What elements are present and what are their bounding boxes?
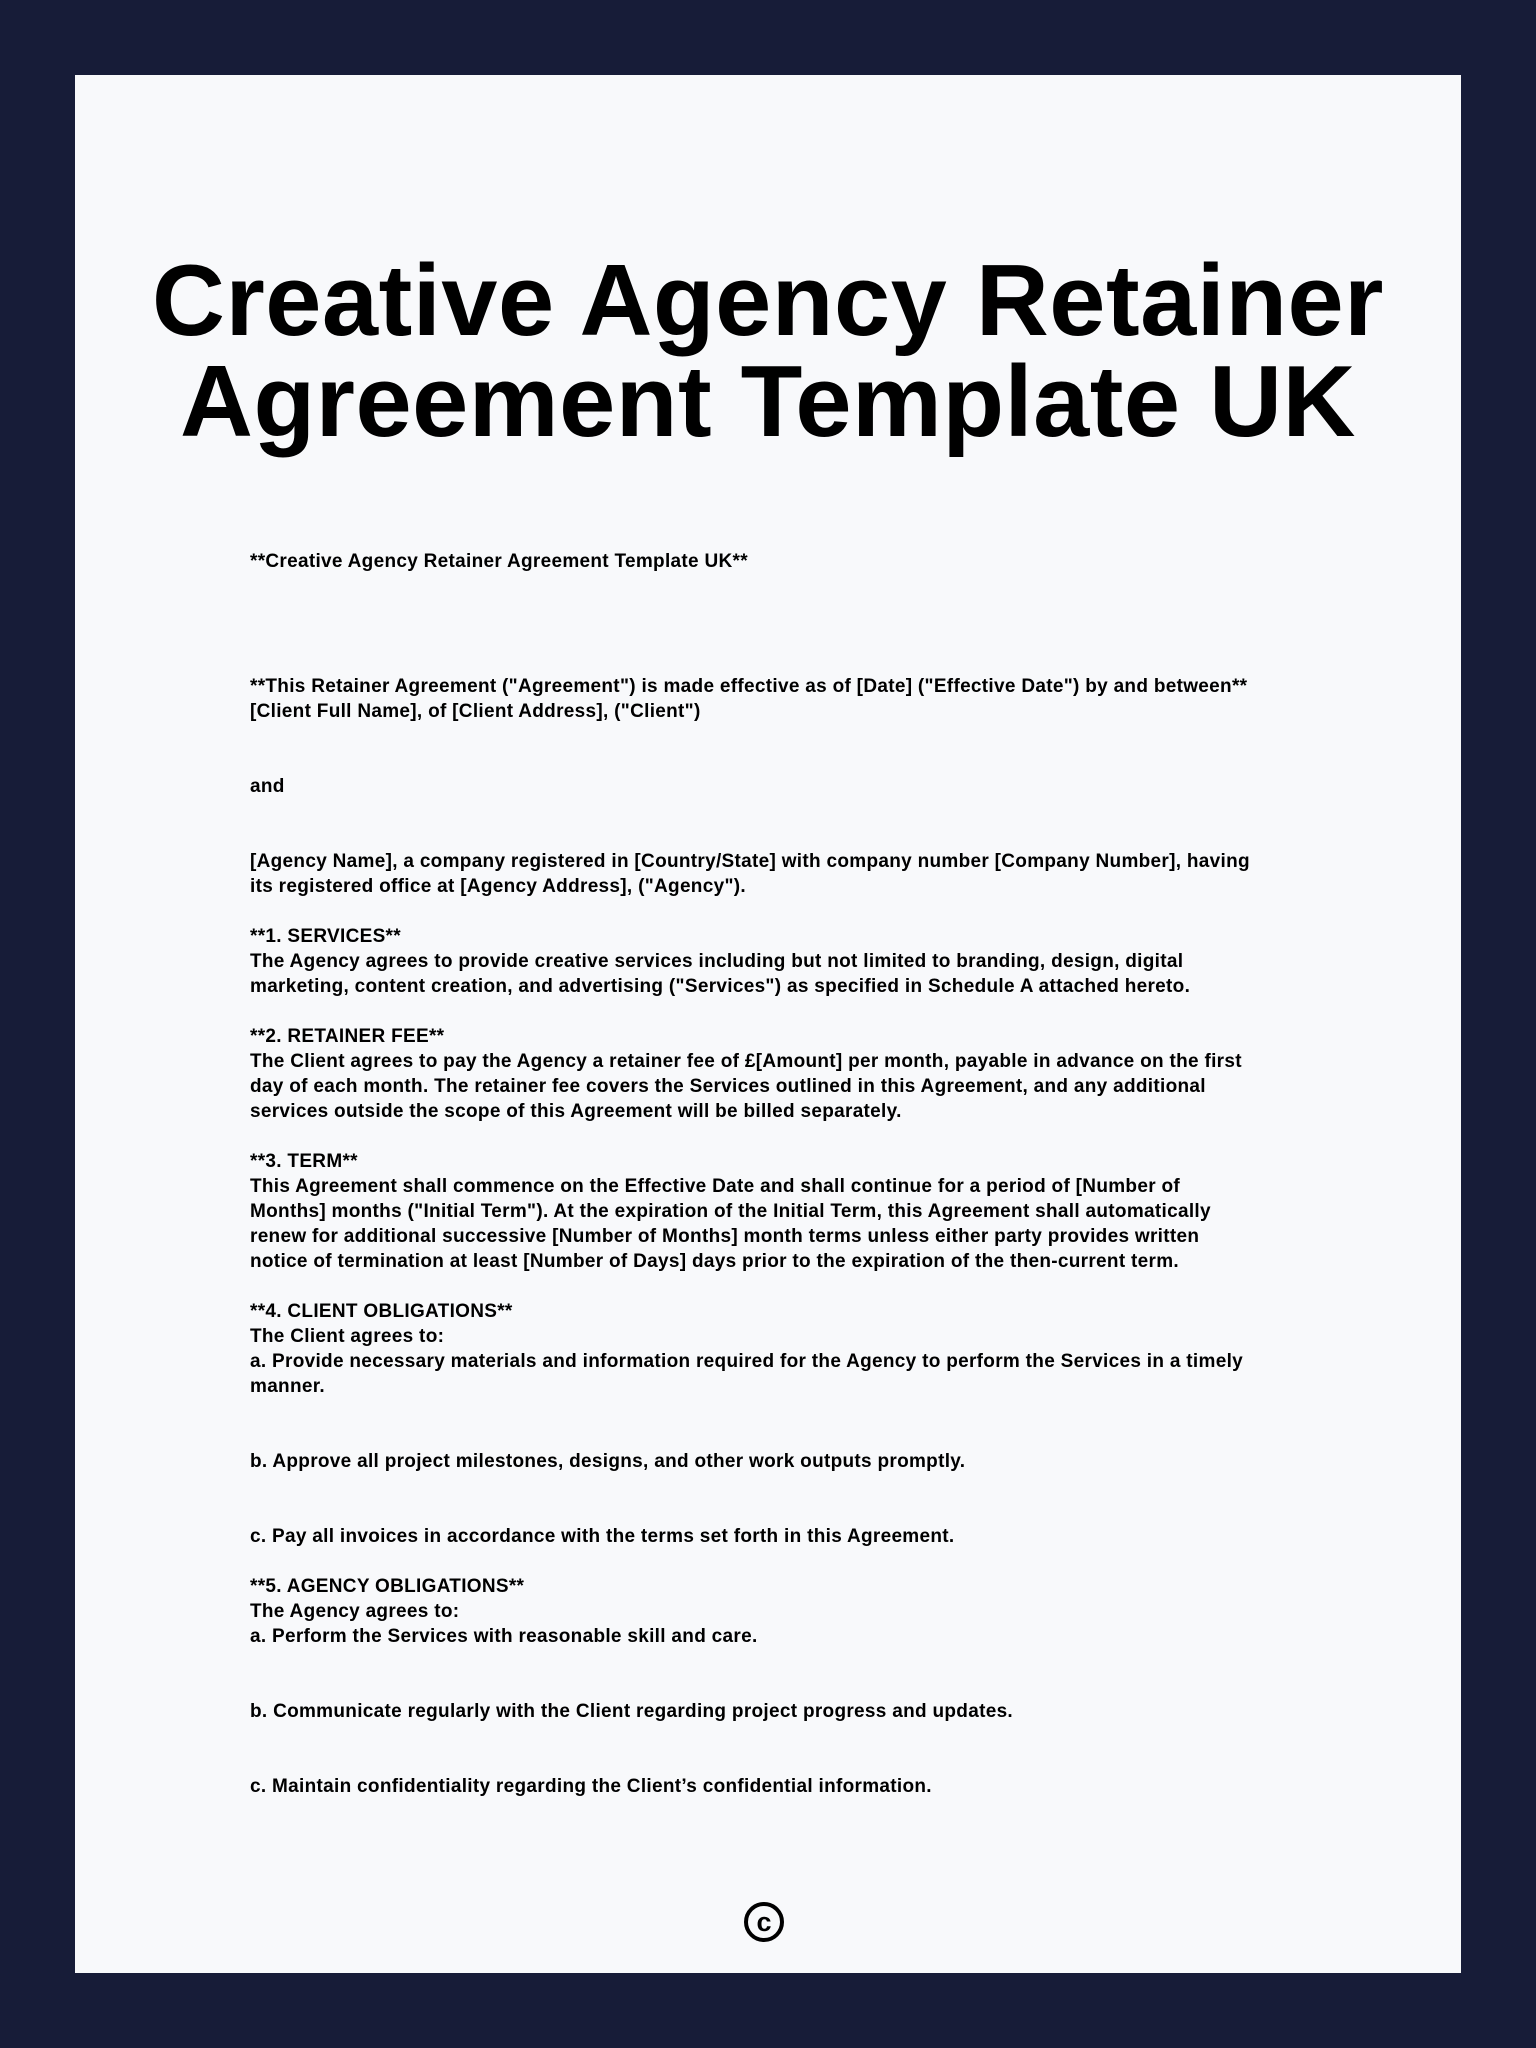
list-item: b. Communicate regularly with the Client regarding project progress and updates. xyxy=(250,1701,1014,1722)
section-heading: **3. TERM** xyxy=(250,1151,358,1172)
intro-paragraph xyxy=(250,674,1310,724)
section-heading: **2. RETAINER FEE** xyxy=(250,1026,445,1047)
section-term xyxy=(250,1149,1310,1274)
agency-paragraph xyxy=(250,849,1310,899)
list-item: c. Maintain confidentiality regarding the Client’s confidential information. xyxy=(250,1776,932,1797)
section-line: renew for additional successive [Number of Months] month terms unless either party provides written xyxy=(250,1226,1200,1247)
document-title-line-1: Creative Agency Retainer xyxy=(152,245,1384,357)
section-line: Months] months ("Initial Term"). At the expiration of the Initial Term, this Agreement shall automatically xyxy=(250,1201,1211,1222)
intro-line: [Client Full Name], of [Client Address], ("Client") xyxy=(250,701,701,722)
section-services xyxy=(250,924,1310,999)
section-line: notice of termination at least [Number of Days] days prior to the expiration of the then-current term. xyxy=(250,1251,1179,1272)
section-line: The Client agrees to: xyxy=(250,1326,445,1347)
agency-line: its registered office at [Agency Address], ("Agency"). xyxy=(250,876,746,897)
section-client-obligations xyxy=(250,1299,1310,1399)
section-heading: **4. CLIENT OBLIGATIONS** xyxy=(250,1301,513,1322)
document-title xyxy=(75,245,1461,458)
document-page xyxy=(75,75,1461,1973)
list-item: c. Pay all invoices in accordance with the terms set forth in this Agreement. xyxy=(250,1526,955,1547)
section-line: day of each month. The retainer fee covers the Services outlined in this Agreement, and any additional xyxy=(250,1076,1206,1097)
section-line: services outside the scope of this Agreement will be billed separately. xyxy=(250,1101,902,1122)
list-item: a. Perform the Services with reasonable skill and care. xyxy=(250,1626,758,1647)
agreement-heading: **Creative Agency Retainer Agreement Template UK** xyxy=(250,551,748,572)
section-heading: **5. AGENCY OBLIGATIONS** xyxy=(250,1576,525,1597)
list-item: a. Provide necessary materials and information required for the Agency to perform the Services in a timely xyxy=(250,1351,1244,1372)
copyright-icon: c xyxy=(744,1902,784,1942)
section-heading: **1. SERVICES** xyxy=(250,926,401,947)
section-retainer-fee xyxy=(250,1024,1310,1124)
agency-line: [Agency Name], a company registered in [Country/State] with company number [Company Number], having xyxy=(250,851,1250,872)
section-line: The Agency agrees to: xyxy=(250,1601,460,1622)
section-agency-obligations xyxy=(250,1574,1310,1649)
section-line: This Agreement shall commence on the Effective Date and shall continue for a period of [Number of xyxy=(250,1176,1180,1197)
list-item: b. Approve all project milestones, designs, and other work outputs promptly. xyxy=(250,1451,966,1472)
section-line: marketing, content creation, and advertising ("Services") as specified in Schedule A attached hereto. xyxy=(250,976,1191,997)
document-title-line-2: Agreement Template UK xyxy=(180,346,1356,458)
section-line: The Agency agrees to provide creative services including but not limited to branding, design, digital xyxy=(250,951,1184,972)
section-line: The Client agrees to pay the Agency a retainer fee of £[Amount] per month, payable in advance on the first xyxy=(250,1051,1242,1072)
and-text: and xyxy=(250,776,285,797)
list-item: manner. xyxy=(250,1376,325,1397)
intro-line: **This Retainer Agreement ("Agreement") is made effective as of [Date] ("Effective Date") by and between** xyxy=(250,676,1248,697)
